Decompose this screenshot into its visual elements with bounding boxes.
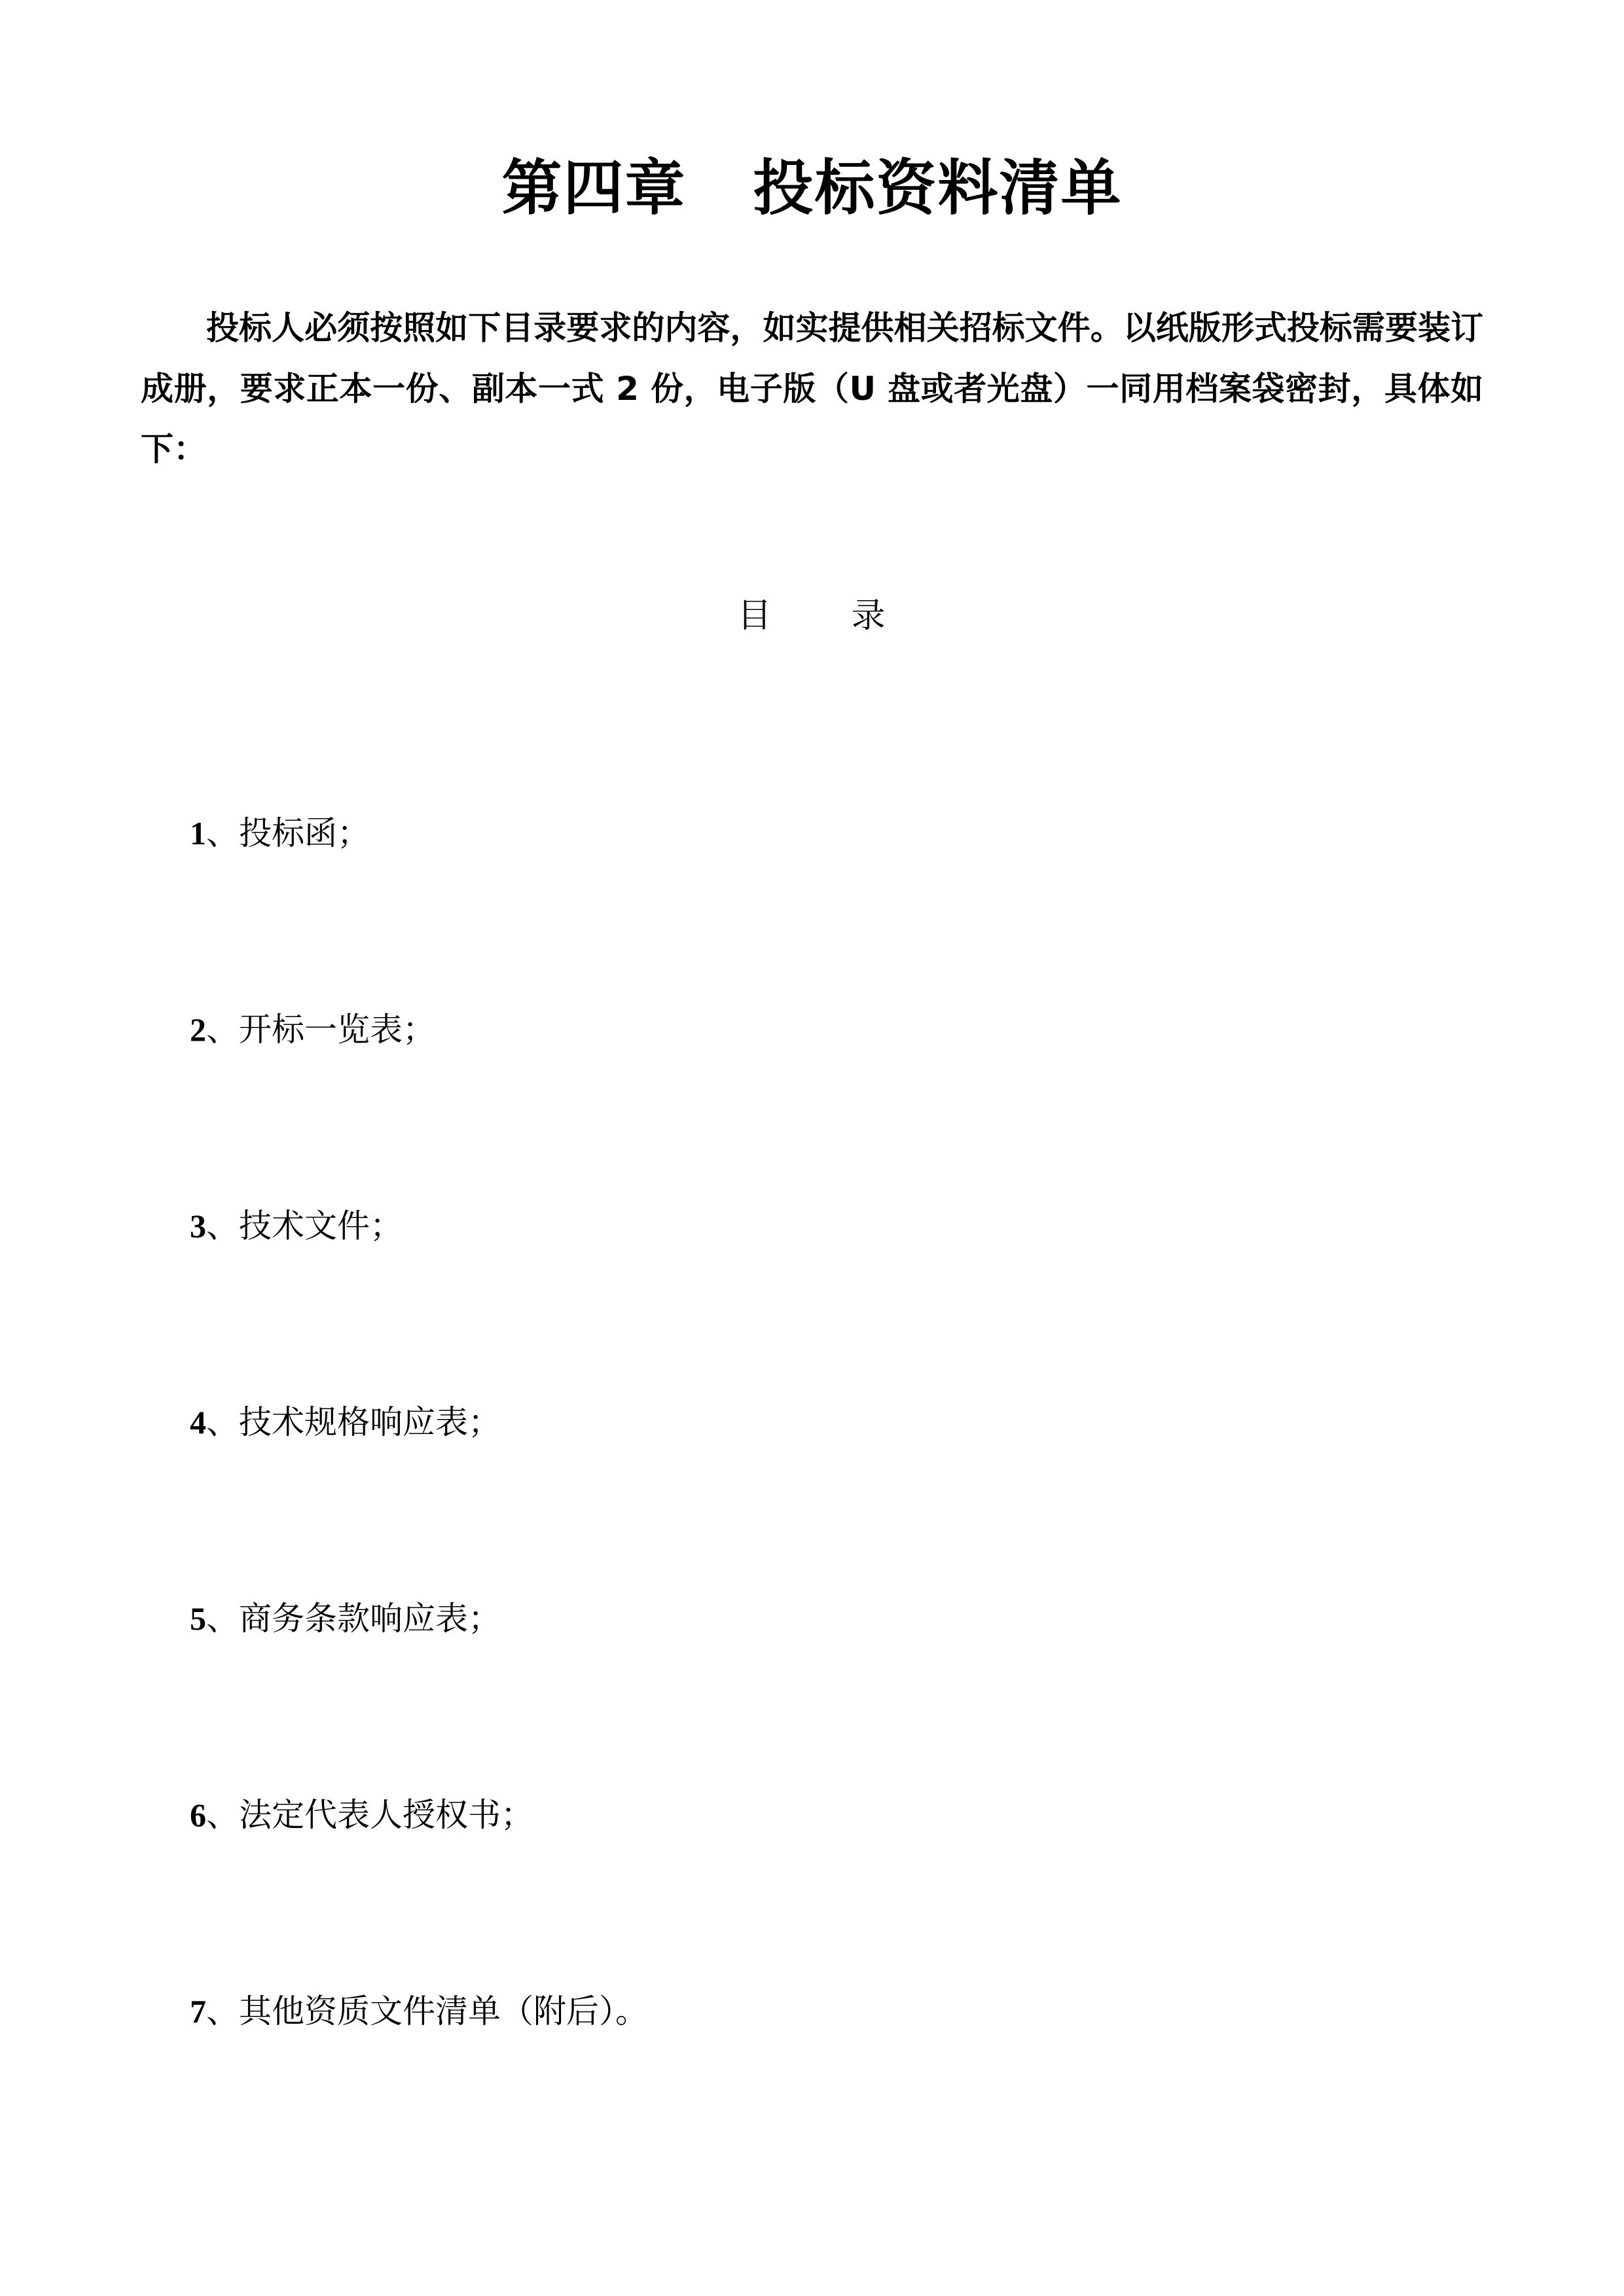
list-item-label: 技术规格响应表；	[239, 1403, 501, 1441]
list-item-separator: 、	[206, 1796, 239, 1833]
list-item-separator: 、	[206, 1011, 239, 1048]
list-item-number: 3	[190, 1207, 206, 1244]
list-item	[141, 1128, 1483, 1324]
list-item-separator: 、	[206, 1207, 239, 1244]
list-item-number: 7	[190, 1992, 206, 2030]
list-item-number: 6	[190, 1796, 206, 1833]
list-item-separator: 、	[206, 1403, 239, 1441]
list-item-label: 开标一览表；	[239, 1011, 435, 1048]
page-title: 第四章 投标资料清单	[501, 153, 1123, 223]
catalog-heading: 目 录	[737, 597, 887, 635]
list-item	[141, 1717, 1483, 1913]
list-item-label: 其他资质文件清单（附后）。	[239, 1992, 648, 2030]
list-item	[141, 931, 1483, 1128]
list-item-number: 5	[190, 1600, 206, 1637]
list-item-number: 1	[190, 814, 206, 852]
intro-paragraph: 投标人必须按照如下目录要求的内容，如实提供相关招标文件。以纸版形式投标需要装订成册，要求正本一份、副本一式 2 份，电子版（U 盘或者光盘）一同用档案袋密封，具体如下：	[141, 309, 1483, 468]
list-item	[141, 1324, 1483, 1520]
list-item	[141, 1913, 1483, 2109]
list-item	[141, 1520, 1483, 1717]
list-item-number: 4	[190, 1403, 206, 1441]
list-item-label: 商务条款响应表；	[239, 1600, 501, 1637]
list-item-label: 法定代表人授权书；	[239, 1796, 533, 1833]
list-item-separator: 、	[206, 1992, 239, 2030]
list-item-separator: 、	[206, 814, 239, 852]
list-item-separator: 、	[206, 1600, 239, 1637]
list-item-number: 2	[190, 1011, 206, 1048]
list-item	[141, 735, 1483, 931]
catalog-list	[141, 735, 1483, 2109]
list-item-label: 投标函；	[239, 814, 370, 852]
list-item-label: 技术文件；	[239, 1207, 403, 1244]
